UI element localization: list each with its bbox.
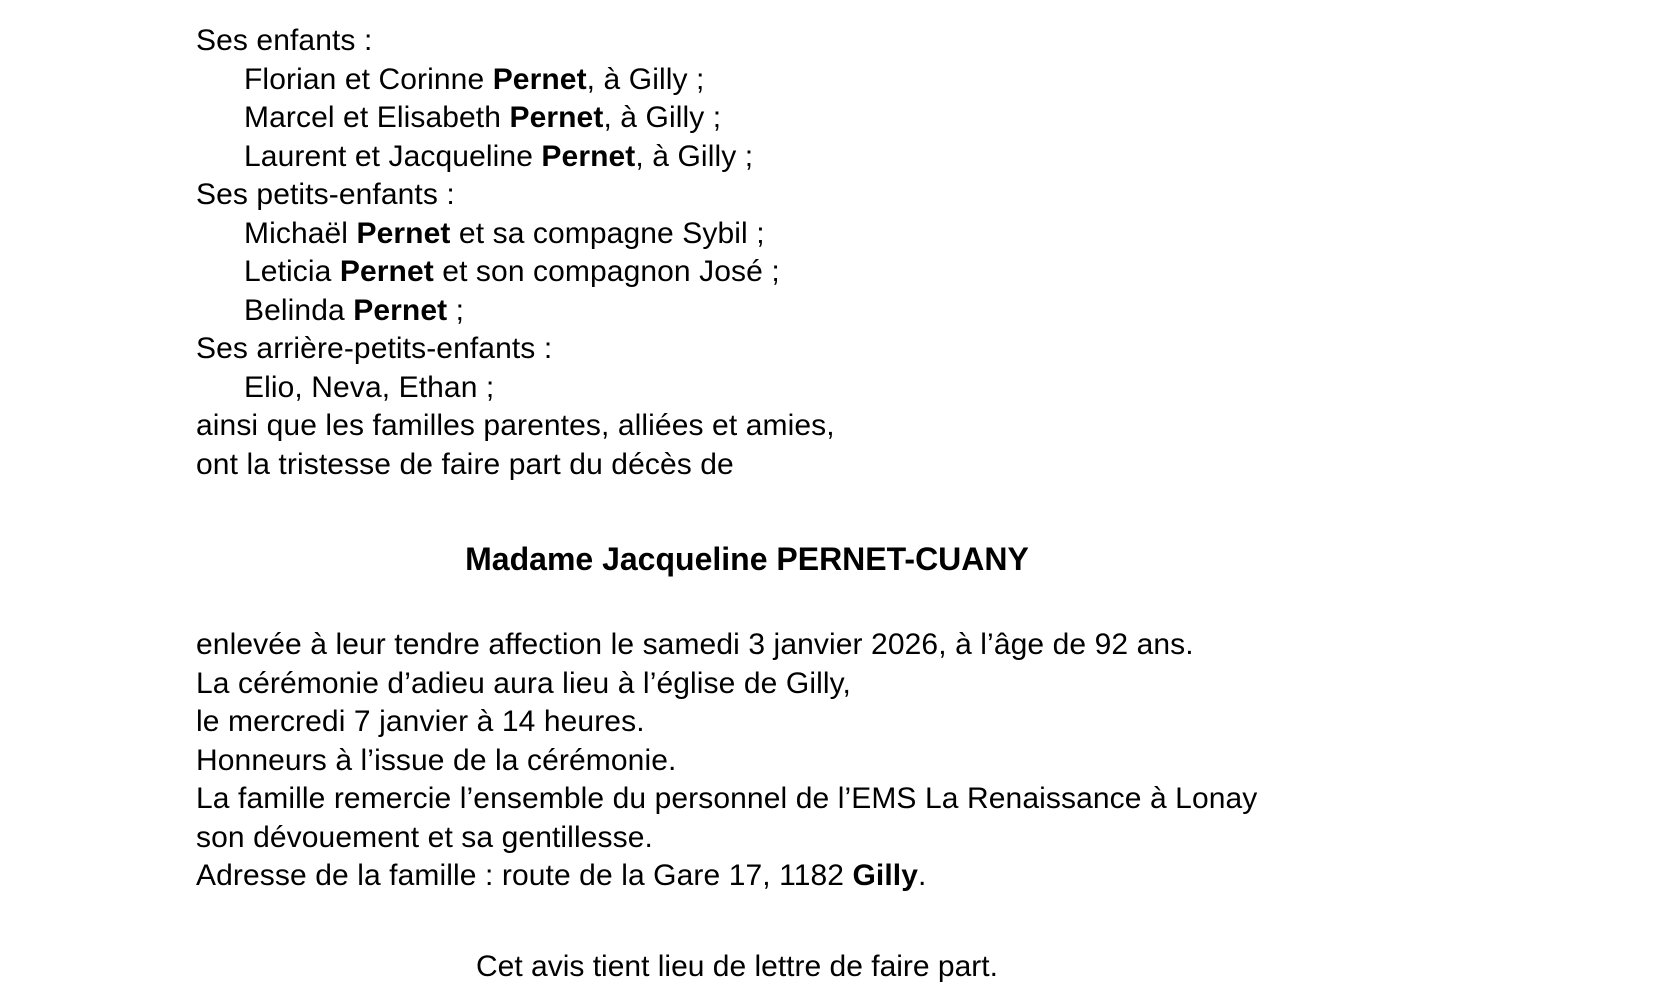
grandchild-suffix: et sa compagne Sybil ; (450, 216, 765, 250)
address-locality: Gilly (852, 859, 919, 892)
address-prefix: Adresse de la famille : route de la Gare 17, 1182 (196, 859, 853, 892)
child-prefix: Florian et Corinne (244, 62, 493, 96)
detail-line: La famille remercie l’ensemble du personnel de l’EMS La Renaissance à Lonay (196, 782, 1258, 815)
closing-line: Cet avis tient lieu de lettre de faire part. (476, 949, 998, 983)
detail-line: le mercredi 7 janvier à 14 heures. (196, 705, 645, 738)
great-grandchild-names: Elio, Neva, Ethan ; (244, 370, 495, 404)
grandchild-surname: Pernet (356, 216, 451, 250)
child-prefix: Laurent et Jacqueline (244, 139, 542, 173)
list-item (196, 369, 1594, 408)
list-item (196, 61, 1594, 100)
children-heading: Ses enfants : (196, 24, 373, 57)
detail-line: Honneurs à l’issue de la cérémonie. (196, 743, 677, 777)
address-suffix: . (918, 859, 927, 892)
deceased-name: Madame Jacqueline PERNET-CUANY (465, 541, 1029, 577)
announcement-line: ont la tristesse de faire part du décès de (196, 447, 734, 481)
list-item (196, 292, 1594, 331)
grandchild-surname: Pernet (339, 255, 434, 288)
grandchild-suffix: ; (447, 293, 465, 327)
details-section (0, 626, 1654, 896)
child-prefix: Marcel et Elisabeth (244, 101, 510, 134)
survivors-section (0, 22, 1654, 484)
list-item (196, 253, 1594, 292)
child-suffix: , à Gilly ; (635, 139, 754, 173)
child-suffix: , à Gilly ; (603, 101, 722, 134)
list-item (196, 99, 1594, 138)
grandchild-surname: Pernet (353, 293, 448, 327)
list-item (196, 215, 1594, 254)
grandchild-suffix: et son compagnon José ; (433, 255, 780, 288)
grandchild-prefix: Michaël (244, 216, 357, 250)
list-item (196, 138, 1594, 177)
child-surname: Pernet (492, 62, 587, 96)
child-surname: Pernet (541, 139, 636, 173)
address-line (196, 857, 1594, 896)
grandchild-prefix: Belinda (244, 293, 354, 327)
detail-line: enlevée à leur tendre affection le samedi 3 janvier 2026, à l’âge de 92 ans. (196, 628, 1194, 661)
grandchildren-heading: Ses petits-enfants : (196, 178, 455, 211)
child-suffix: , à Gilly ; (586, 62, 705, 96)
spacer (0, 578, 1654, 626)
detail-line: son dévouement et sa gentillesse. (196, 820, 653, 854)
families-line: ainsi que les familles parentes, alliées et amies, (196, 409, 835, 442)
grandchild-prefix: Leticia (244, 255, 340, 288)
child-surname: Pernet (509, 101, 604, 134)
detail-line: La cérémonie d’adieu aura lieu à l’église de Gilly, (196, 666, 851, 700)
great-grandchildren-heading: Ses arrière-petits-enfants : (196, 332, 553, 365)
